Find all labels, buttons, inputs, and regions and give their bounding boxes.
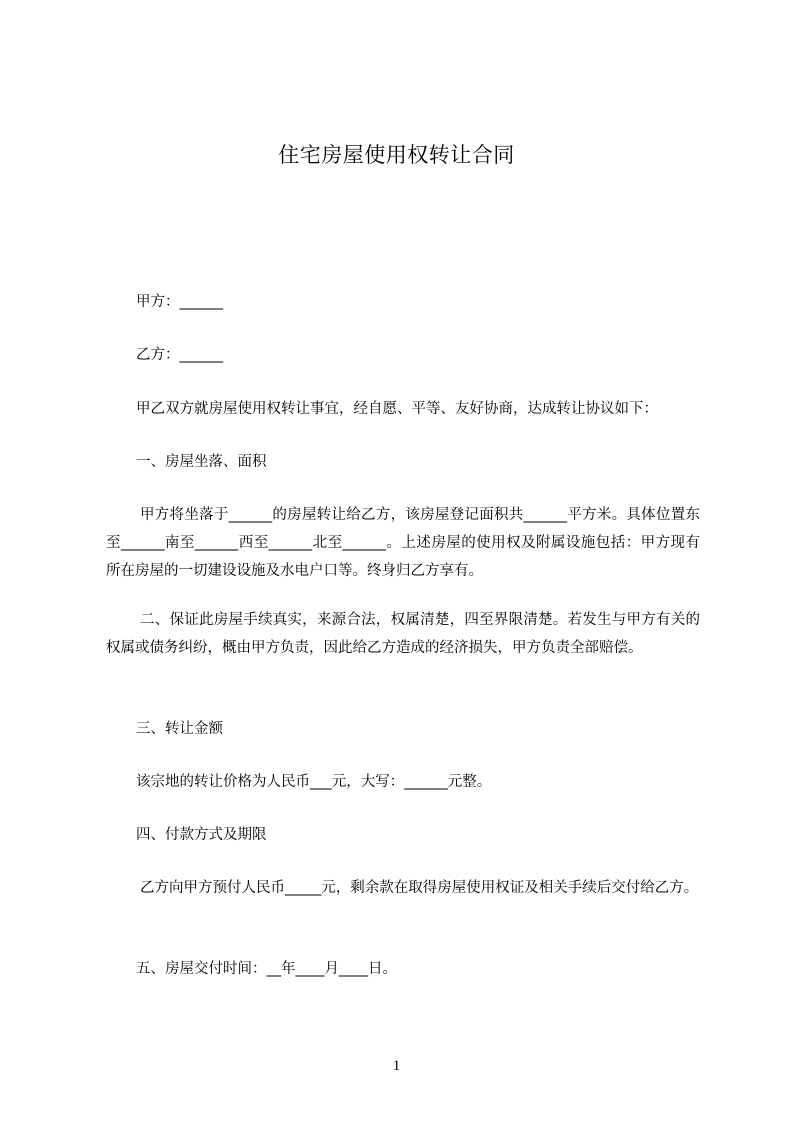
document-title: 住宅房屋使用权转让合同: [278, 143, 515, 167]
section-1-body: 甲方将坐落于______的房屋转让给乙方，该房屋登记面积共______平方米。具体位置东至______南至______西至______北至______。上述房屋的使用权及附属设施包括：甲方现有所在房屋的一切建设设施及水电户口等。终身归乙方享有。: [106, 507, 700, 579]
party-b-line: 乙方：______: [136, 347, 223, 363]
section-3-heading: 三、转让金额: [136, 721, 223, 737]
section-2-body: 二、保证此房屋手续真实，来源合法，权属清楚，四至界限清楚。若发生与甲方有关的权属或债务纠纷，概由甲方负责，因此给乙方造成的经济损失，甲方负责全部赔偿。: [106, 612, 700, 656]
section-5-line: 五、房屋交付时间：__年____月____日。: [136, 961, 397, 977]
section-3-body: 该宗地的转让价格为人民币___元，大写：______元整。: [136, 774, 492, 790]
intro-paragraph: 甲乙双方就房屋使用权转让事宜，经自愿、平等、友好协商，达成转让协议如下：: [136, 401, 658, 417]
section-1-heading: 一、房屋坐落、面积: [136, 454, 267, 470]
party-a-line: 甲方：______: [136, 294, 223, 310]
page-number: 1: [392, 1058, 401, 1074]
section-4-body: 乙方向甲方预付人民币_____元，剩余款在取得房屋使用权证及相关手续后交付给乙方。: [140, 880, 699, 896]
section-4-heading: 四、付款方式及期限: [136, 827, 267, 843]
